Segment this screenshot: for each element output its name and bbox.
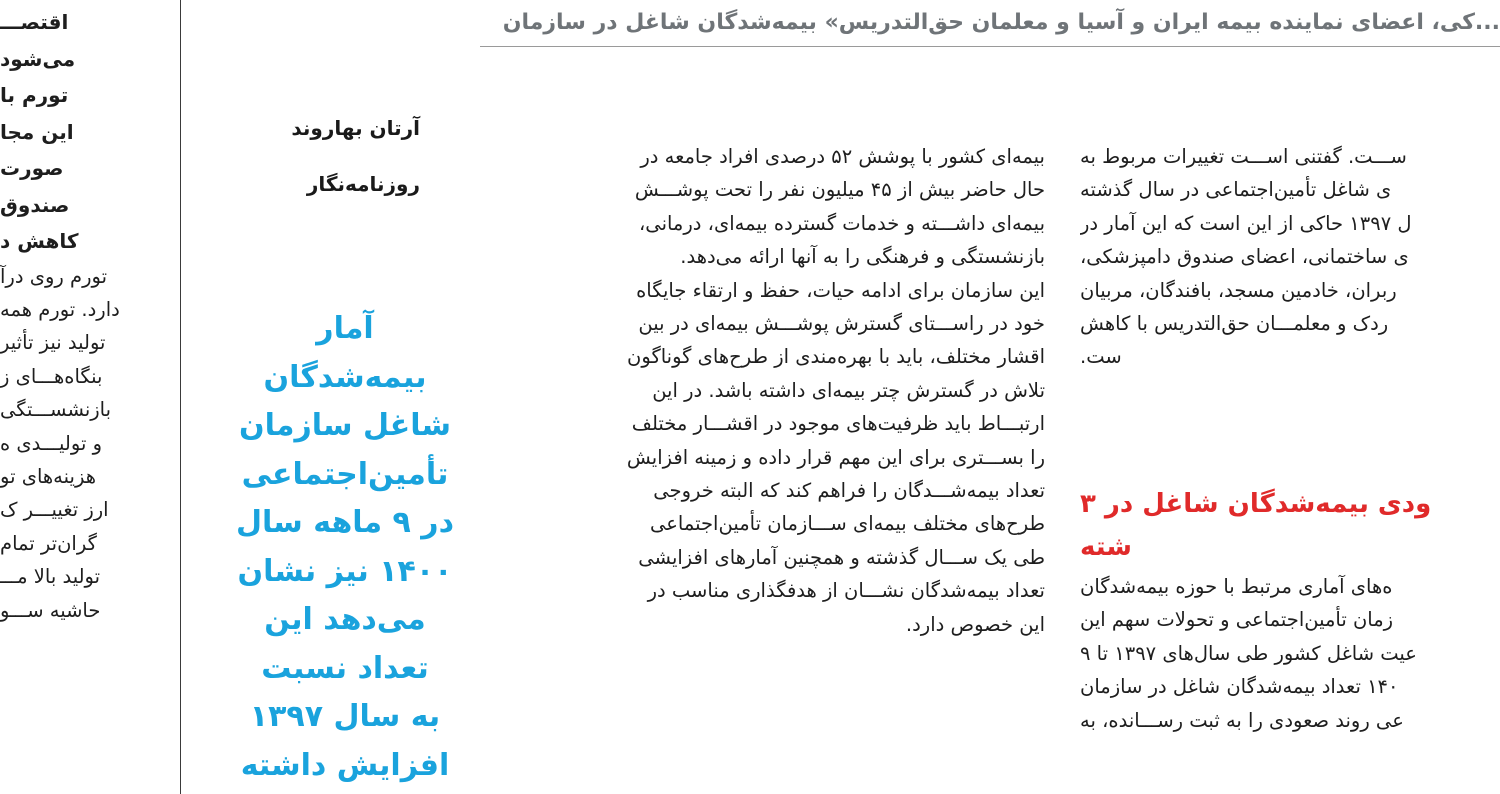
right-line: ل ۱۳۹۷ حاکی از این است که این آمار در: [1080, 211, 1412, 235]
middle-line: این خصوص دارد.: [905, 612, 1045, 636]
pull-quote-line: می‌دهد این: [264, 602, 426, 637]
right-line: ی شاغل تأمین‌اجتماعی در سال گذشته: [1080, 178, 1392, 202]
left-bold-line: تورم با: [0, 83, 69, 107]
middle-line: را بســـتری برای این مهم قرار داده و زمینه افزایش: [626, 445, 1045, 469]
right-line: زمان تأمین‌اجتماعی و تحولات سهم این: [1080, 608, 1394, 632]
right-line: ربران، خادمین مسجد، بافندگان، مربیان: [1080, 278, 1397, 302]
left-line: هزینه‌های تو: [0, 464, 96, 488]
left-line: بنگاه‌هـــای ز: [0, 364, 103, 388]
middle-line: بازنشستگی و فرهنگی را به آنها ارائه می‌دهد.: [680, 245, 1045, 269]
pull-quote-line: ۱۴۰۰ نیز نشان: [237, 553, 453, 589]
left-bold-line: کاهش د: [0, 229, 79, 253]
right-line: ه‌های آماری مرتبط با حوزه بیمه‌شدگان: [1080, 575, 1393, 598]
pull-quote-line: به سال ۱۳۹۷: [249, 699, 441, 734]
subheading-line: ودی بیمه‌شدگان شاغل در ۳: [1080, 489, 1432, 519]
middle-line: ارتبـــاط باید ظرفیت‌های موجود در اقشـــار مختلف: [631, 412, 1045, 436]
pull-quote-line: بیمه‌شدگان: [263, 359, 427, 395]
pull-quote: [230, 305, 460, 794]
middle-line: تعداد بیمه‌شدگان نشـــان از هدفگذاری مناسب در: [647, 579, 1045, 603]
left-line: تولید نیز تأثیر: [0, 331, 106, 355]
middle-line: خود در راســـتای گسترش پوشـــش بیمه‌ای در بین: [638, 312, 1045, 336]
headline: [500, 4, 1500, 44]
left-bold-line: صورت: [0, 156, 64, 180]
right-line: ی ساختمانی، اعضای صندوق دامپزشکی،: [1080, 245, 1409, 269]
headline-underline: [480, 46, 1500, 47]
middle-line: تلاش در گسترش چتر بیمه‌ای داشته باشد. در این: [652, 378, 1045, 402]
left-line: تورم روی درآ: [0, 264, 108, 288]
right-column-lower: [1080, 570, 1500, 794]
headline-text: ...کی، اعضای نماینده بیمه ایران و آسیا و معلمان حق‌التدریس» بیمه‌شدگان شاغل در سازمان: [502, 10, 1500, 35]
left-bold-line: این مجا: [0, 119, 74, 144]
left-line: تولید بالا مـــ: [0, 565, 101, 589]
middle-line: اقشار مختلف، باید با بهره‌مندی از طرح‌های گوناگون: [627, 345, 1045, 369]
author-role: روزنامه‌نگار: [306, 172, 420, 196]
left-column: [0, 4, 160, 794]
left-bold-line: اقتصـــ: [0, 10, 69, 34]
middle-line: طی یک ســـال گذشته و همچنین آمارهای افزایشی: [638, 545, 1045, 569]
left-line: و تولیـــدی ه: [0, 431, 102, 455]
pull-quote-line: افزایش داشته: [240, 747, 450, 783]
left-line: گران‌تر تمام: [0, 531, 97, 555]
left-line: ارز تغییـــر ک: [0, 498, 109, 522]
left-bold-line: صندوق: [0, 192, 70, 217]
right-line: عیت شاغل کشور طی سال‌های ۱۳۹۷ تا ۹: [1080, 641, 1417, 665]
middle-line: بیمه‌ای کشور با پوشش ۵۲ درصدی افراد جامعه در: [640, 145, 1045, 168]
middle-line: این سازمان برای ادامه حیات، حفظ و ارتقاء جایگاه: [636, 278, 1045, 302]
middle-column: [480, 140, 1045, 641]
left-line: بازنشســـتگی: [0, 398, 112, 422]
author-name: آرتان بهاروند: [291, 116, 420, 140]
pull-quote-line: تعداد نسبت: [261, 650, 429, 686]
left-bold-line: می‌شود: [0, 46, 76, 71]
middle-line: تعداد بیمه‌شـــدگان را فراهم کند که البته خروجی: [653, 479, 1045, 503]
right-line: ســـت. گفتنی اســـت تغییرات مربوط به: [1080, 145, 1407, 168]
pull-quote-line: شاغل سازمان: [239, 408, 451, 443]
middle-line: حال حاضر بیش از ۴۵ میلیون نفر را تحت پوشـــش: [634, 178, 1045, 202]
pull-quote-line: آمار: [316, 311, 374, 346]
middle-line: طرح‌های مختلف بیمه‌ای ســـازمان تأمین‌اجتماعی: [650, 512, 1045, 536]
right-line: عی روند صعودی را به ثبت رســـانده، به: [1080, 708, 1404, 732]
subheading-line: شته: [1080, 532, 1132, 562]
byline: [270, 100, 420, 212]
pull-quote-line: تأمین‌اجتماعی: [241, 456, 449, 492]
right-line: ۱۴۰ تعداد بیمه‌شدگان شاغل در سازمان: [1080, 675, 1399, 699]
right-line: ردک و معلمـــان حق‌التدریس با کاهش: [1080, 312, 1389, 336]
column-divider-left: [180, 0, 181, 794]
middle-line: بیمه‌ای داشـــته و خدمات گسترده بیمه‌ای، درمانی،: [639, 211, 1045, 235]
right-line: ست.: [1080, 345, 1122, 369]
pull-quote-line: در ۹ ماهه سال: [236, 505, 454, 540]
section-subheading: [1080, 483, 1500, 569]
left-line: دارد. تورم همه: [0, 297, 120, 321]
left-line: حاشیه ســـو: [0, 598, 101, 622]
